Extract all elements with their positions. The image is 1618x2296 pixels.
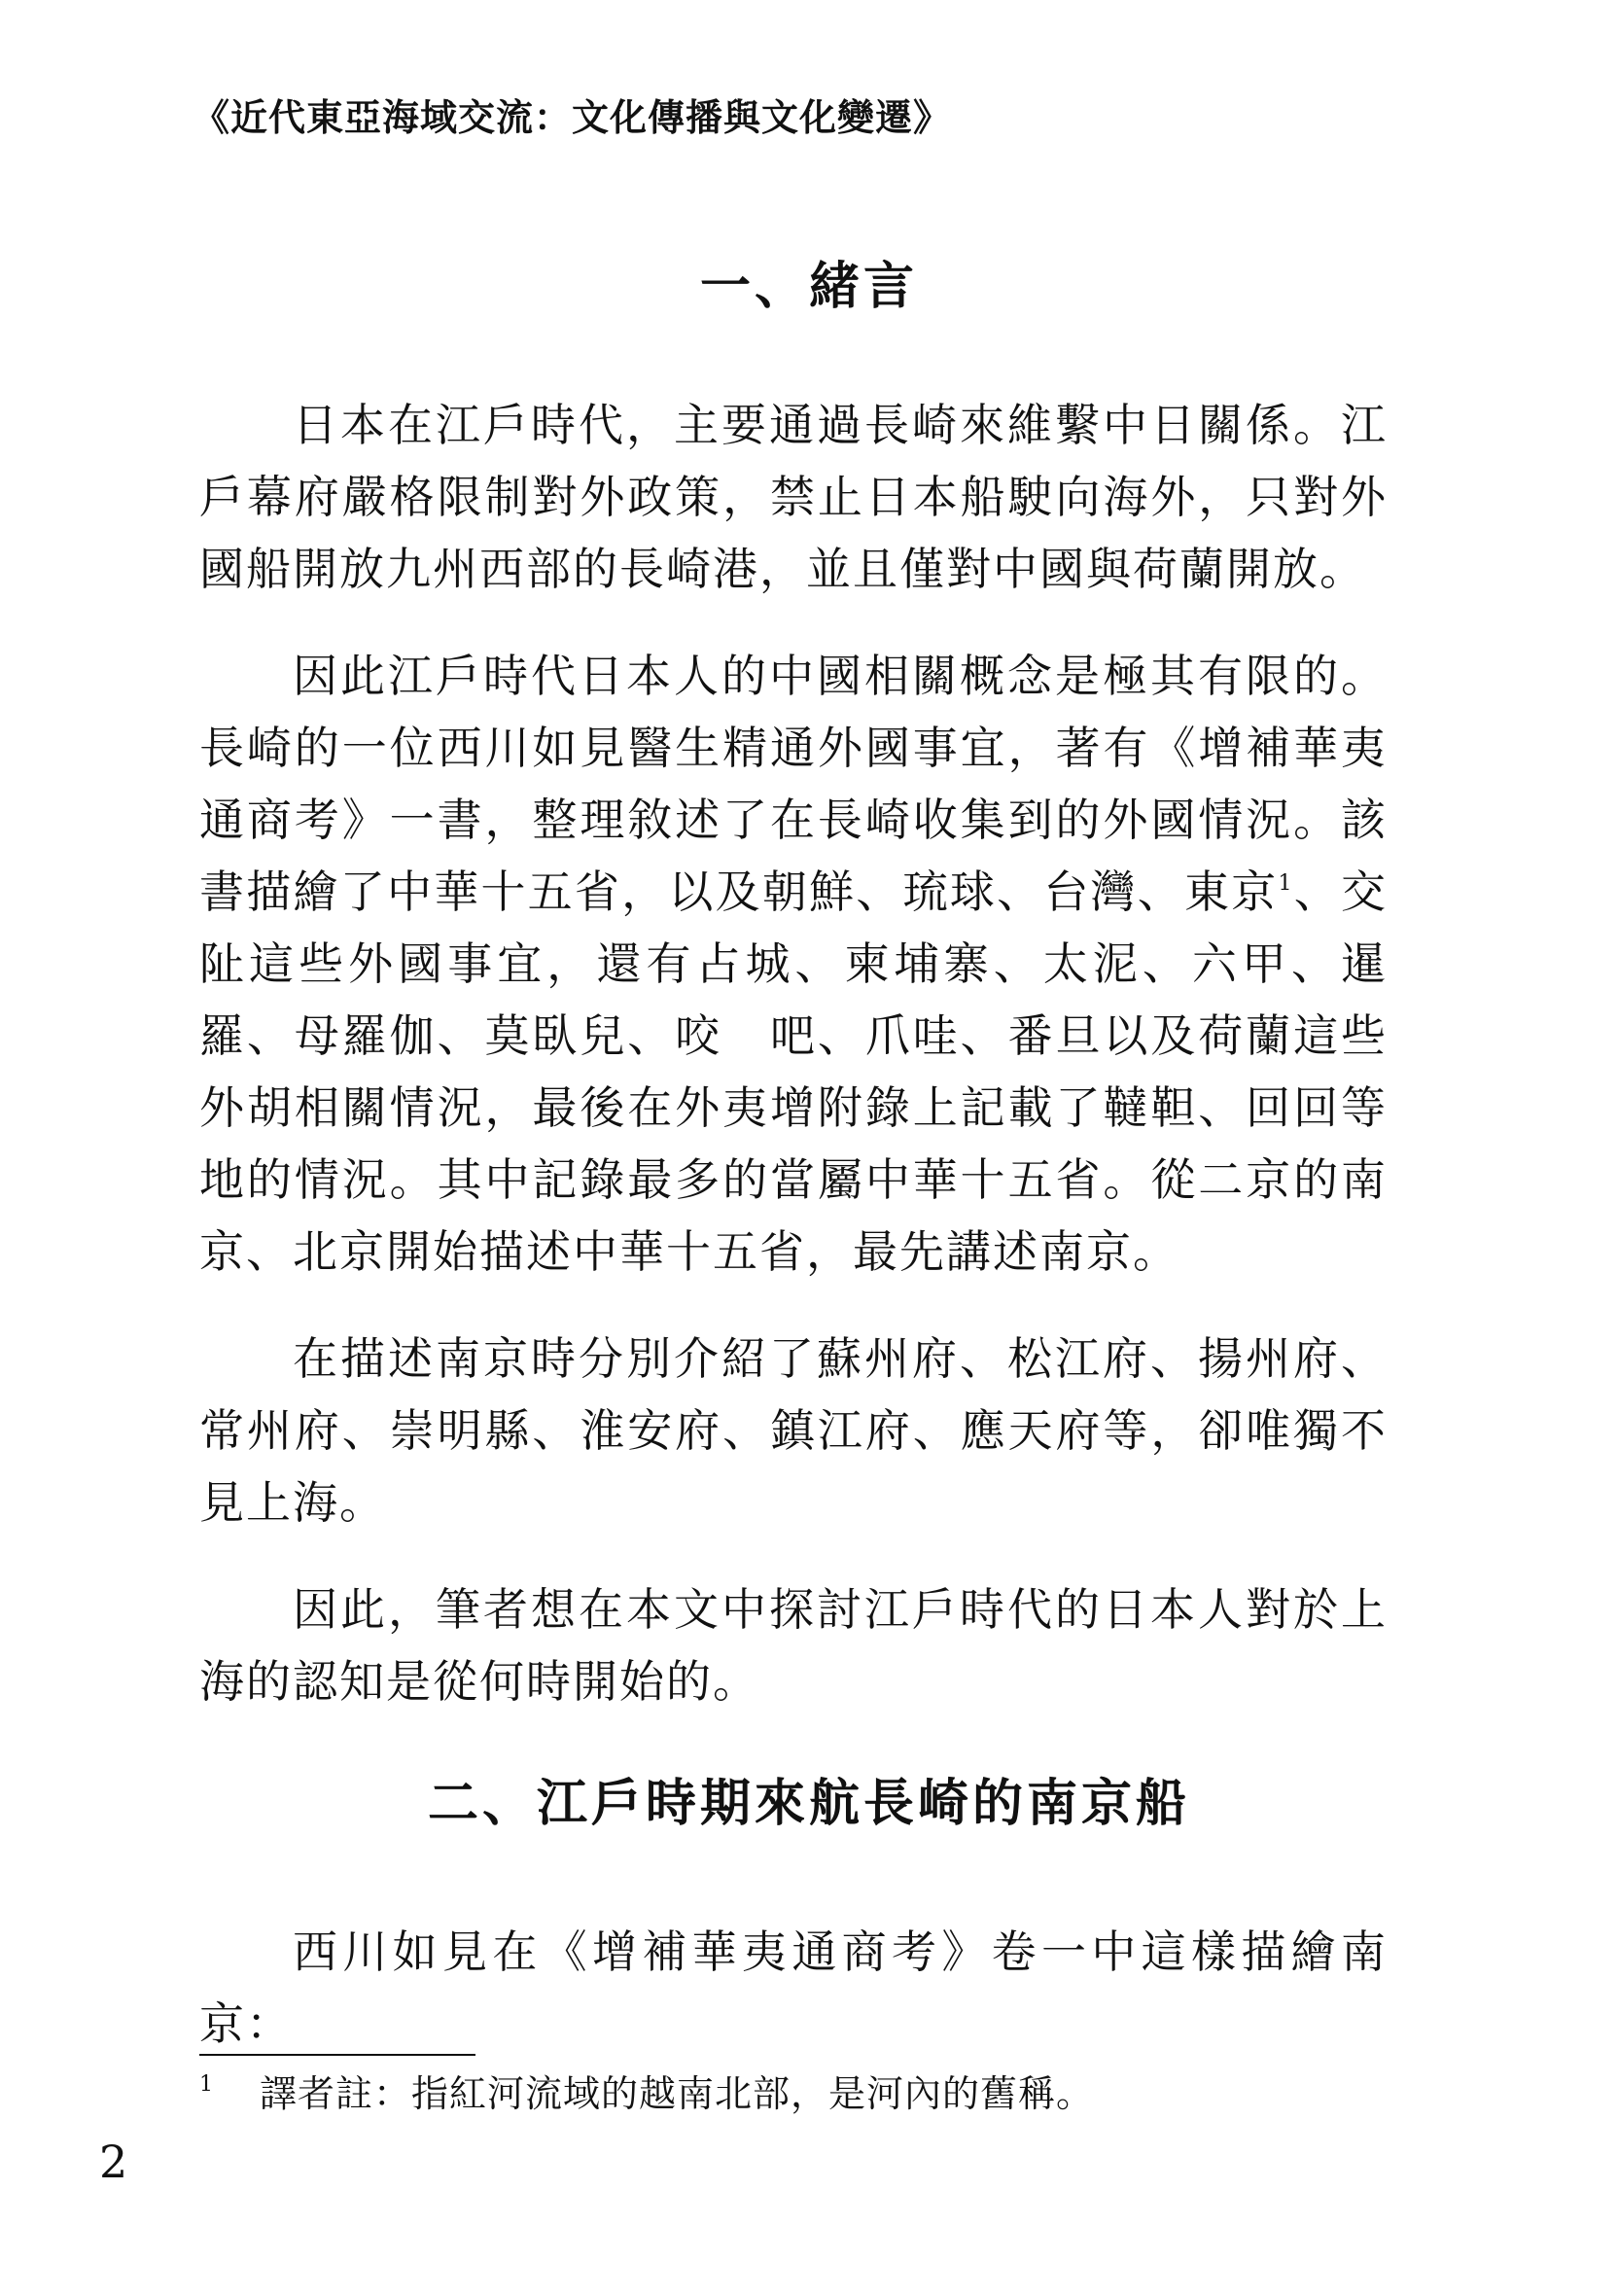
- paragraph-text: 、交阯這些外國事宜，還有占城、柬埔寨、太泥、六甲、暹羅、母羅伽、莫臥兒、咬 吧、爪哇、番旦以及荷蘭這些外胡相關情況，最後在外夷增附錄上記載了韃靼、回回等地的情況。其中記錄最多的當屬中華十五省。從二京的南京、北京開始描述中華十五省，最先講述南京。: [199, 865, 1389, 1278]
- footnote-text: 譯者註：指紅河流域的越南北部，是河內的舊稱。: [260, 2072, 1095, 2115]
- section-body-nanjing-ships: [199, 1916, 1388, 2095]
- paragraph: 西川如見在《增補華夷通商考》卷一中這樣描繪南京：: [199, 1925, 1388, 2050]
- section-heading-introduction: 一、緒言: [699, 257, 918, 316]
- footnote-divider: [199, 2054, 475, 2056]
- paragraph: 日本在江戶時代，主要通過長崎來維繫中日關係。江戶幕府嚴格限制對外政策，禁止日本船駛向海外，只對外國船開放九州西部的長崎港，並且僅對中國與荷蘭開放。: [199, 399, 1388, 595]
- section-body-introduction: [199, 389, 1388, 1752]
- page-number: 2: [99, 2136, 128, 2188]
- running-head: 《近代東亞海域交流：文化傳播與文化變遷》: [193, 96, 952, 139]
- paragraph-text: 因此江戶時代日本人的中國相關概念是極其有限的。長崎的一位西川如見醫生精通外國事宜，著有《增補華夷通商考》一書，整理敘述了在長崎收集到的外國情況。該書描繪了中華十五省，以及朝鮮、琉球、台灣、東京: [199, 650, 1388, 918]
- paragraph: [199, 640, 1388, 1288]
- paragraph: 因此，筆者想在本文中探討江戶時代的日本人對於上海的認知是從何時開始的。: [199, 1583, 1388, 1708]
- footnote: 1 譯者註：指紅河流域的越南北部，是河內的舊稱。: [199, 2072, 1095, 2115]
- paragraph: 在描述南京時分別介紹了蘇州府、松江府、揚州府、常州府、崇明縣、淮安府、鎮江府、應天府等，卻唯獨不見上海。: [199, 1332, 1388, 1529]
- footnote-reference: 1: [1278, 871, 1294, 896]
- section-heading-nanjing-ships: 二、江戶時期來航長崎的南京船: [427, 1774, 1190, 1833]
